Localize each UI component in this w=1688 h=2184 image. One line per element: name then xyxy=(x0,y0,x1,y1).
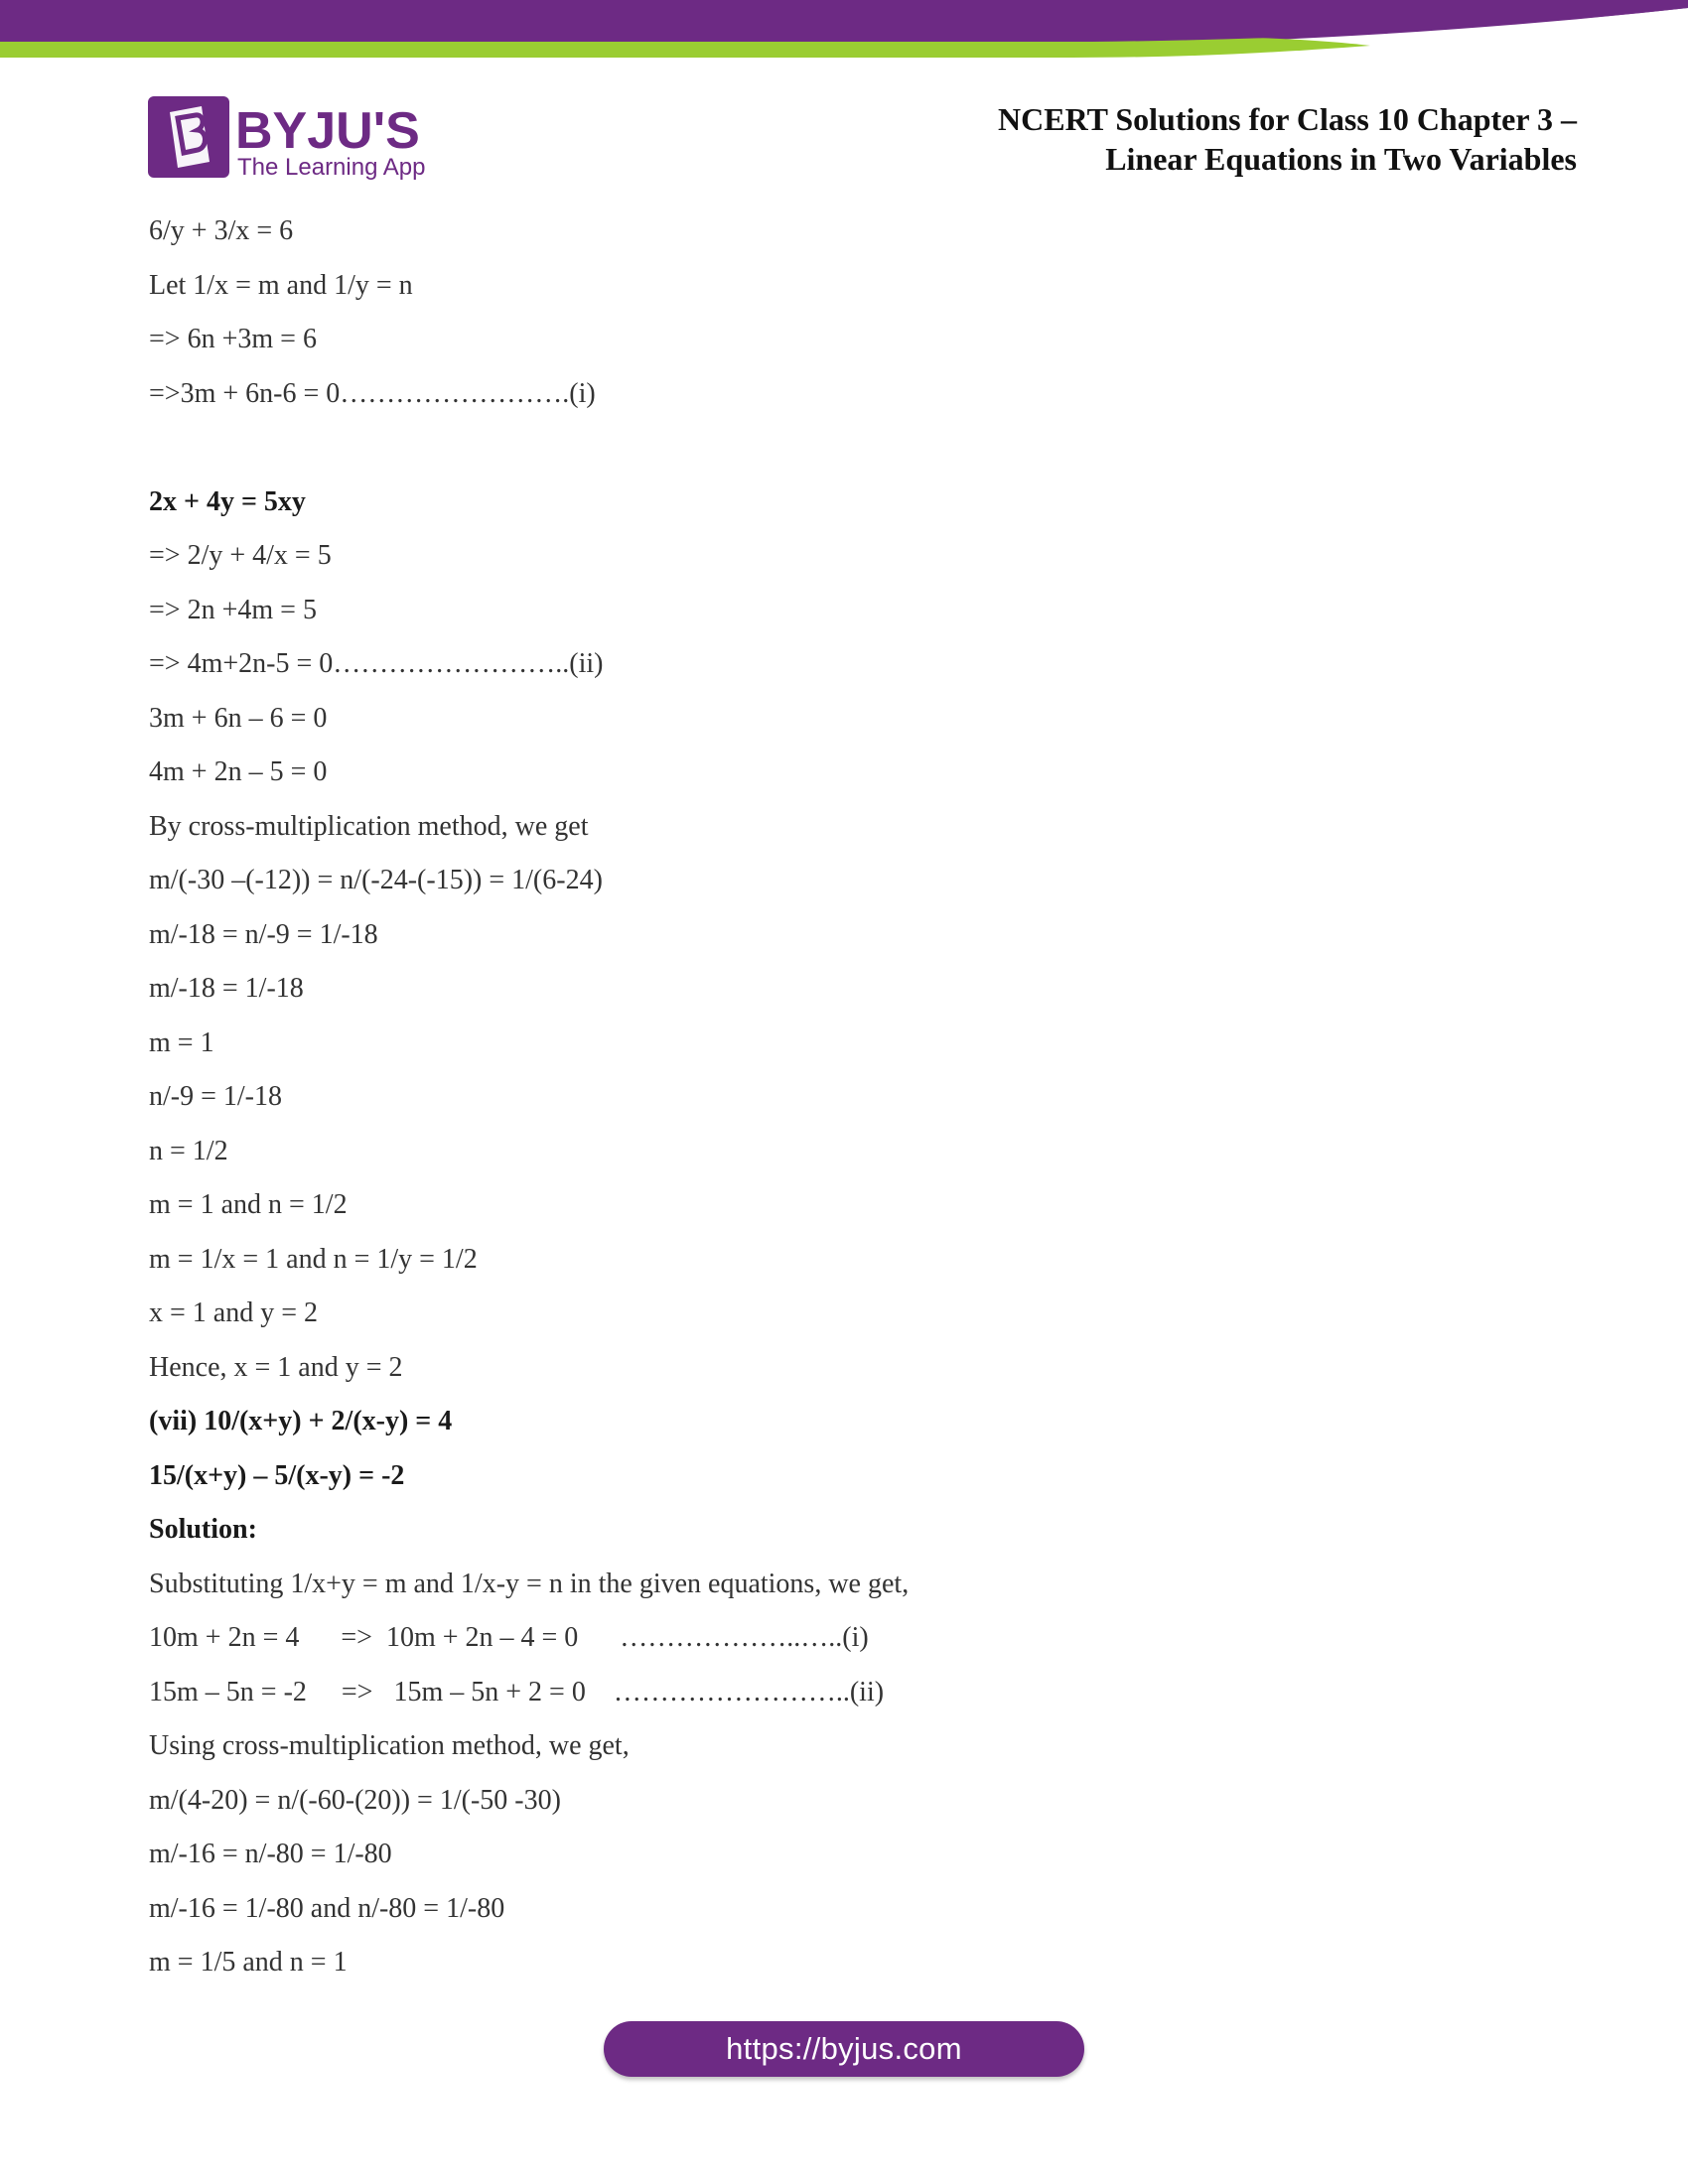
document-title-line1: NCERT Solutions for Class 10 Chapter 3 – xyxy=(998,101,1577,137)
equation-line: Let 1/x = m and 1/y = n xyxy=(149,269,413,301)
equation-heading: Solution: xyxy=(149,1514,257,1545)
byjus-logo[interactable] xyxy=(148,96,436,182)
equation-line: 10m + 2n = 4 => 10m + 2n – 4 = 0 ………………..…..(i) xyxy=(149,1622,869,1653)
equation-line: Hence, x = 1 and y = 2 xyxy=(149,1351,403,1383)
equation-line: m/-18 = n/-9 = 1/-18 xyxy=(149,918,378,950)
equation-line: => 2/y + 4/x = 5 xyxy=(149,540,332,571)
equation-line: m/-16 = n/-80 = 1/-80 xyxy=(149,1839,392,1869)
equation-line: Substituting 1/x+y = m and 1/x-y = n in the given equations, we get, xyxy=(149,1568,910,1599)
equation-line: 4m + 2n – 5 = 0 xyxy=(149,756,328,787)
equation-heading: (vii) 10/(x+y) + 2/(x-y) = 4 xyxy=(149,1406,453,1436)
equation-line: x = 1 and y = 2 xyxy=(149,1297,319,1328)
equation-line: m = 1/x = 1 and n = 1/y = 1/2 xyxy=(149,1243,478,1275)
equation-line: =>3m + 6n-6 = 0…………………….(i) xyxy=(149,377,596,409)
equation-line: m/-16 = 1/-80 and n/-80 = 1/-80 xyxy=(149,1892,505,1924)
equation-heading: 2x + 4y = 5xy xyxy=(149,485,306,517)
equation-line: n/-9 = 1/-18 xyxy=(149,1081,282,1112)
top-decorative-band xyxy=(0,0,1688,60)
footer-url-text: https://byjus.com xyxy=(726,2031,962,2066)
equation-line: m = 1 xyxy=(149,1026,214,1058)
solution-content xyxy=(149,207,1539,1993)
document-title-line2: Linear Equations in Two Variables xyxy=(1105,141,1577,177)
logo-brand-name: BYJU'S xyxy=(235,102,420,160)
equation-line: m/(-30 –(-12)) = n/(-24-(-15)) = 1/(6-24) xyxy=(149,865,603,895)
equation-heading: 15/(x+y) – 5/(x-y) = -2 xyxy=(149,1459,405,1491)
equation-line: => 2n +4m = 5 xyxy=(149,594,317,625)
byjus-b-logo-icon xyxy=(148,96,436,182)
equation-line: 3m + 6n – 6 = 0 xyxy=(149,702,328,734)
equation-line: => 4m+2n-5 = 0……………………..(ii) xyxy=(149,648,604,679)
equation-line: m/(4-20) = n/(-60-(20)) = 1/(-50 -30) xyxy=(149,1784,561,1816)
equation-line: 6/y + 3/x = 6 xyxy=(149,215,294,246)
logo-tagline: The Learning App xyxy=(237,154,426,181)
equation-line: 15m – 5n = -2 => 15m – 5n + 2 = 0 ……………………..(ii) xyxy=(149,1676,885,1707)
footer-url-button[interactable] xyxy=(604,2021,1084,2077)
blank-line xyxy=(149,424,1539,478)
equation-line: n = 1/2 xyxy=(149,1135,228,1166)
equation-line: m = 1 and n = 1/2 xyxy=(149,1189,348,1220)
equation-line: m = 1/5 and n = 1 xyxy=(149,1947,348,1978)
equation-line: By cross-multiplication method, we get xyxy=(149,810,589,842)
document-title xyxy=(822,99,1577,179)
equation-line: => 6n +3m = 6 xyxy=(149,324,317,354)
equation-line: Using cross-multiplication method, we get, xyxy=(149,1730,630,1761)
equation-line: m/-18 = 1/-18 xyxy=(149,973,304,1004)
